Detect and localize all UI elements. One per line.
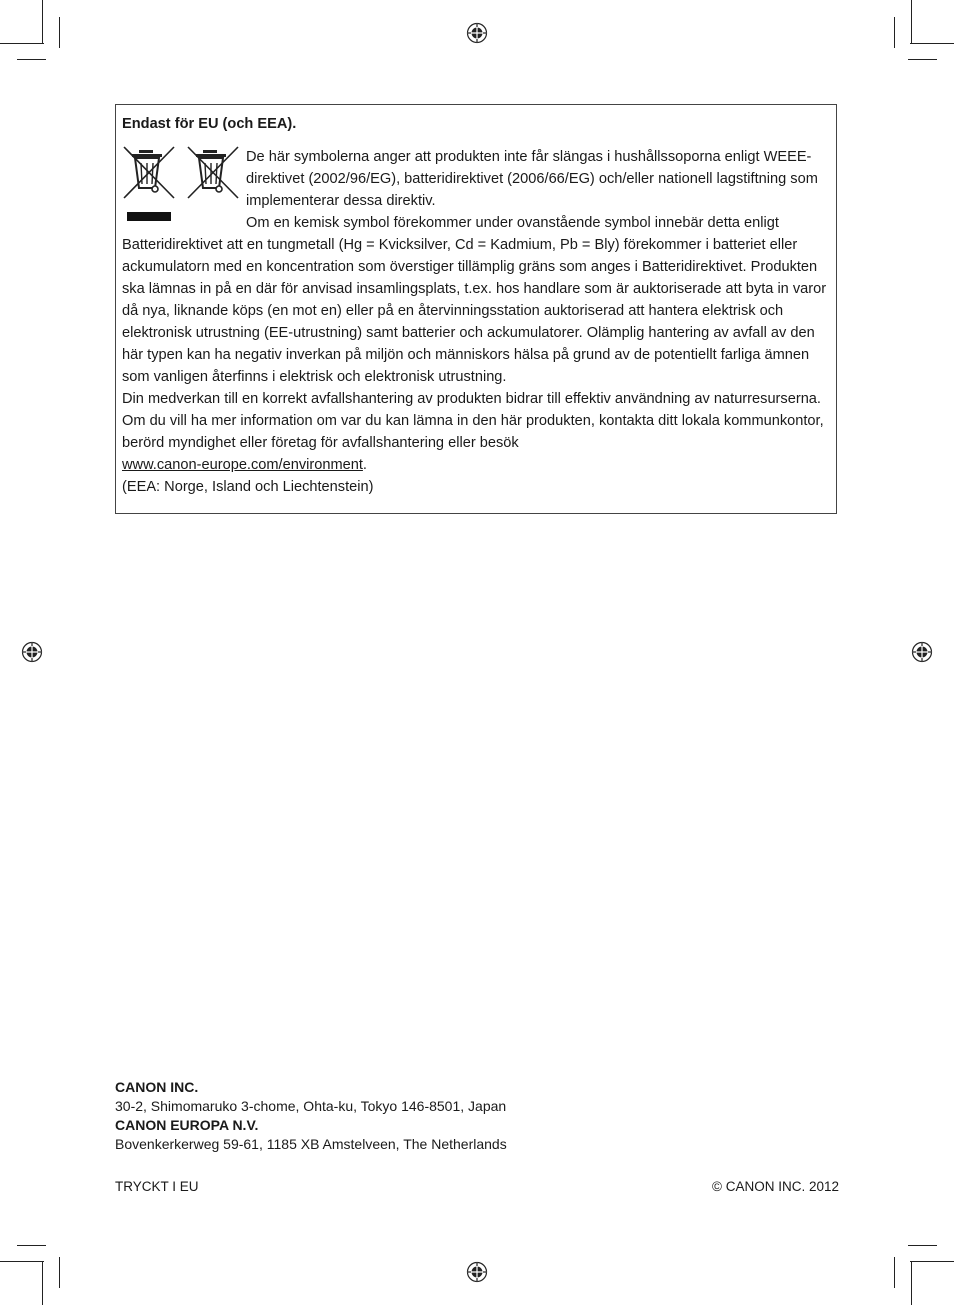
crop-mark <box>0 1261 44 1262</box>
company-name: CANON EUROPA N.V. <box>115 1117 259 1133</box>
registration-mark-icon <box>466 22 488 44</box>
crop-mark <box>42 0 43 44</box>
notice-link-line <box>122 454 830 476</box>
crop-mark <box>894 1257 895 1288</box>
crop-mark <box>911 1261 912 1305</box>
company-info <box>115 1078 507 1154</box>
crop-mark <box>911 0 912 44</box>
crop-mark <box>910 1261 954 1262</box>
notice-paragraph: Om en kemisk symbol förekommer under ovanstående symbol innebär detta enligt Batteridirektivet att en tungmetall (Hg = Kvicksilver, Cd = Kadmium, Pb = Bly) förekommer i batteriet eller ackumulatorn med en koncentration som överstiger tillämplig gräns som anges i Batteridirektivet. Produkten ska lämnas in på en där för anvisad insamlingsplats, t.ex. hos handlare som är auktoriserade att byta in varor då nya, liknande köps (en mot en) eller på en återvinningsstation auktoriserad att hantera elektrisk och elektronisk utrustning (EE-utrustning) samt batterier och ackumulatorer. Olämplig hantering av avfall av den här typen kan ha negativ inverkan på miljön och människors hälsa på grund av de potentiellt farliga ämnen som vanligen återfinns i elektrisk och elektronisk utrustning. <box>122 215 827 385</box>
crop-mark <box>17 59 46 60</box>
crossed-bin-icon <box>122 146 178 226</box>
disposal-symbols <box>122 146 246 234</box>
notice-paragraph: Om du vill ha mer information om var du kan lämna in den här produkten, kontakta ditt lokala kommunkontor, berörd myndighet eller företag för avfallshantering eller besök <box>122 413 824 451</box>
crop-mark <box>908 59 937 60</box>
printed-in: TRYCKT I EU <box>115 1179 199 1194</box>
company-address: Bovenkerkerweg 59-61, 1185 XB Amstelveen, The Netherlands <box>115 1136 507 1152</box>
crossed-bin-chemical-icon <box>186 146 242 202</box>
crop-mark <box>42 1261 43 1305</box>
notice-paragraph: De här symbolerna anger att produkten inte får slängas i hushållssoporna enligt WEEE-direktivet (2002/96/EG), batteridirektivet (2006/66/EG) och/eller nationell lagstiftning som implementerar dessa direktiv. <box>246 149 818 209</box>
crop-mark <box>894 17 895 48</box>
environment-link[interactable]: www.canon-europe.com/environment <box>122 457 363 473</box>
crop-mark <box>908 1245 937 1246</box>
registration-mark-icon <box>911 641 933 663</box>
notice-paragraph: Din medverkan till en korrekt avfallshantering av produkten bidrar till effektiv användning av naturresurserna. <box>122 391 821 407</box>
company-address: 30-2, Shimomaruko 3-chome, Ohta-ku, Tokyo 146-8501, Japan <box>115 1098 507 1114</box>
copyright: © CANON INC. 2012 <box>712 1179 839 1194</box>
crop-mark <box>910 43 954 44</box>
company-name: CANON INC. <box>115 1079 199 1095</box>
crop-mark <box>17 1245 46 1246</box>
link-suffix: . <box>362 457 367 473</box>
crop-mark <box>59 17 60 48</box>
registration-mark-icon <box>21 641 43 663</box>
crop-mark <box>59 1257 60 1288</box>
disposal-notice <box>115 104 837 514</box>
notice-title: Endast för EU (och EEA). <box>122 116 297 132</box>
notice-paragraph: (EEA: Norge, Island och Liechtenstein) <box>122 479 374 495</box>
registration-mark-icon <box>466 1261 488 1283</box>
crop-mark <box>0 43 44 44</box>
